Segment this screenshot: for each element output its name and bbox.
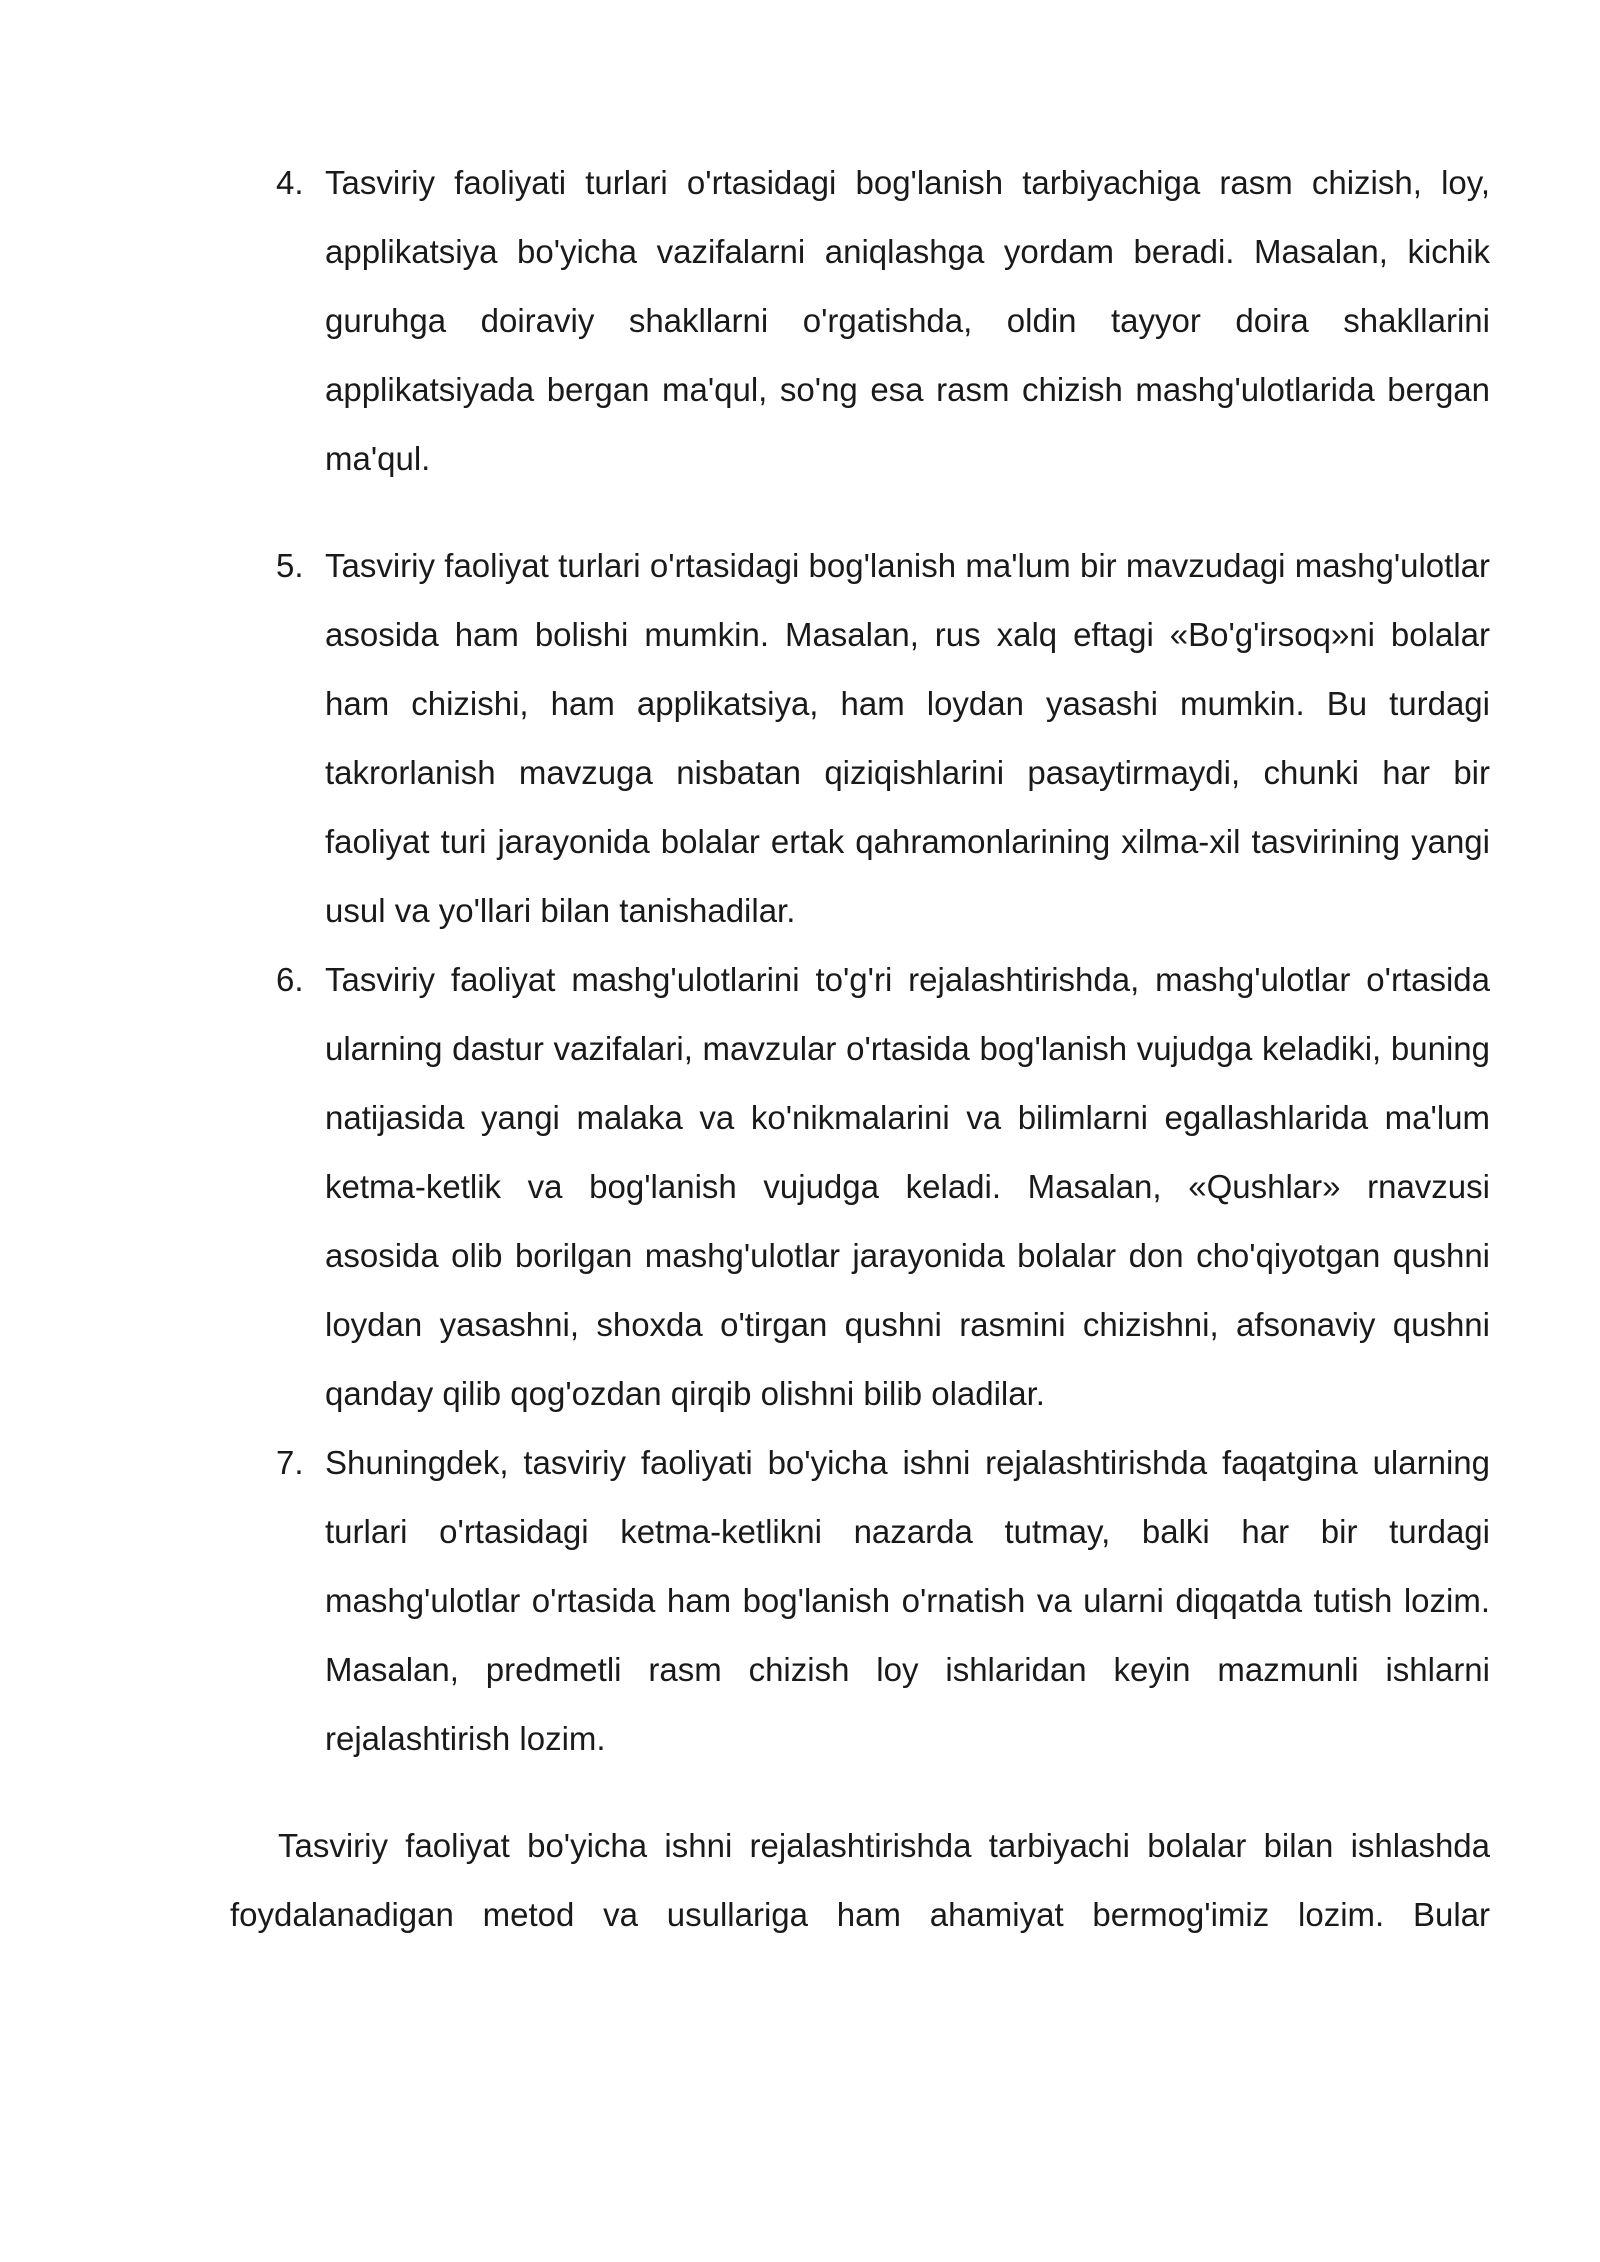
list-item-text: Shuningdek, tasviriy faoliyati bo'yicha ishni rejalashtirishda faqatgina ularning turlari o'rtasidagi ketma-ketlikni nazarda tutmay, balki har bir turdagi mashg'ulotlar o'rtasida ham bog'lanish o'rnatish va ularni diqqatda tutish lozim. Masalan, predmetli rasm chizish loy ishlaridan keyin mazmunli ishlarni rejalashtirish lozim.	[325, 1444, 1490, 1757]
list-item-number: 6.	[276, 961, 304, 998]
list-item	[230, 148, 1490, 493]
list-item-number: 5.	[276, 547, 304, 584]
list-item-number: 4.	[276, 164, 304, 201]
list-item	[230, 531, 1490, 945]
list-item	[230, 1428, 1490, 1773]
closing-paragraph: Tasviriy faoliyat bo'yicha ishni rejalashtirishda tarbiyachi bolalar bilan ishlashda foydalanadigan metod va usullariga ham ahamiyat bermog'imiz lozim. Bular	[230, 1827, 1490, 1933]
list-item-number: 7.	[276, 1444, 304, 1481]
list-item-text: Tasviriy faoliyat turlari o'rtasidagi bog'lanish ma'lum bir mavzudagi mashg'ulotlar asosida ham bolishi mumkin. Masalan, rus xalq eftagi «Bo'g'irsoq»ni bolalar ham chizishi, ham applikatsiya, ham loydan yasashi mumkin. Bu turdagi takrorlanish mavzuga nisbatan qiziqishlarini pasaytirmaydi, chunki har bir faoliyat turi jarayonida bolalar ertak qahramonlarining xilma-xil tasvirining yangi usul va yo'llari bilan tanishadilar.	[325, 547, 1490, 929]
list-item-text: Tasviriy faoliyat mashg'ulotlarini to'g'ri rejalashtirishda, mashg'ulotlar o'rtasida ularning dastur vazifalari, mavzular o'rtasida bog'lanish vujudga keladiki, buning natijasida yangi malaka va ko'nikmalarini va bilimlarni egallashlarida ma'lum ketma-ketlik va bog'lanish vujudga keladi. Masalan, «Qushlar» rnavzusi asosida olib borilgan mashg'ulotlar jarayonida bolalar don cho'qiyotgan qushni loydan yasashni, shoxda o'tirgan qushni rasmini chizishni, afsonaviy qushni qanday qilib qog'ozdan qirqib olishni bilib oladilar.	[325, 961, 1490, 1412]
list-item	[230, 945, 1490, 1428]
list-item-text: Tasviriy faoliyati turlari o'rtasidagi bog'lanish tarbiyachiga rasm chizish, loy, applikatsiya bo'yicha vazifalarni aniqlashga yordam beradi. Masalan, kichik guruhga doiraviy shakllarni o'rgatishda, oldin tayyor doira shakllarini applikatsiyada bergan ma'qul, so'ng esa rasm chizish mashg'ulotlarida bergan ma'qul.	[325, 164, 1490, 477]
document-body	[230, 148, 1490, 1949]
numbered-list	[230, 148, 1490, 1773]
